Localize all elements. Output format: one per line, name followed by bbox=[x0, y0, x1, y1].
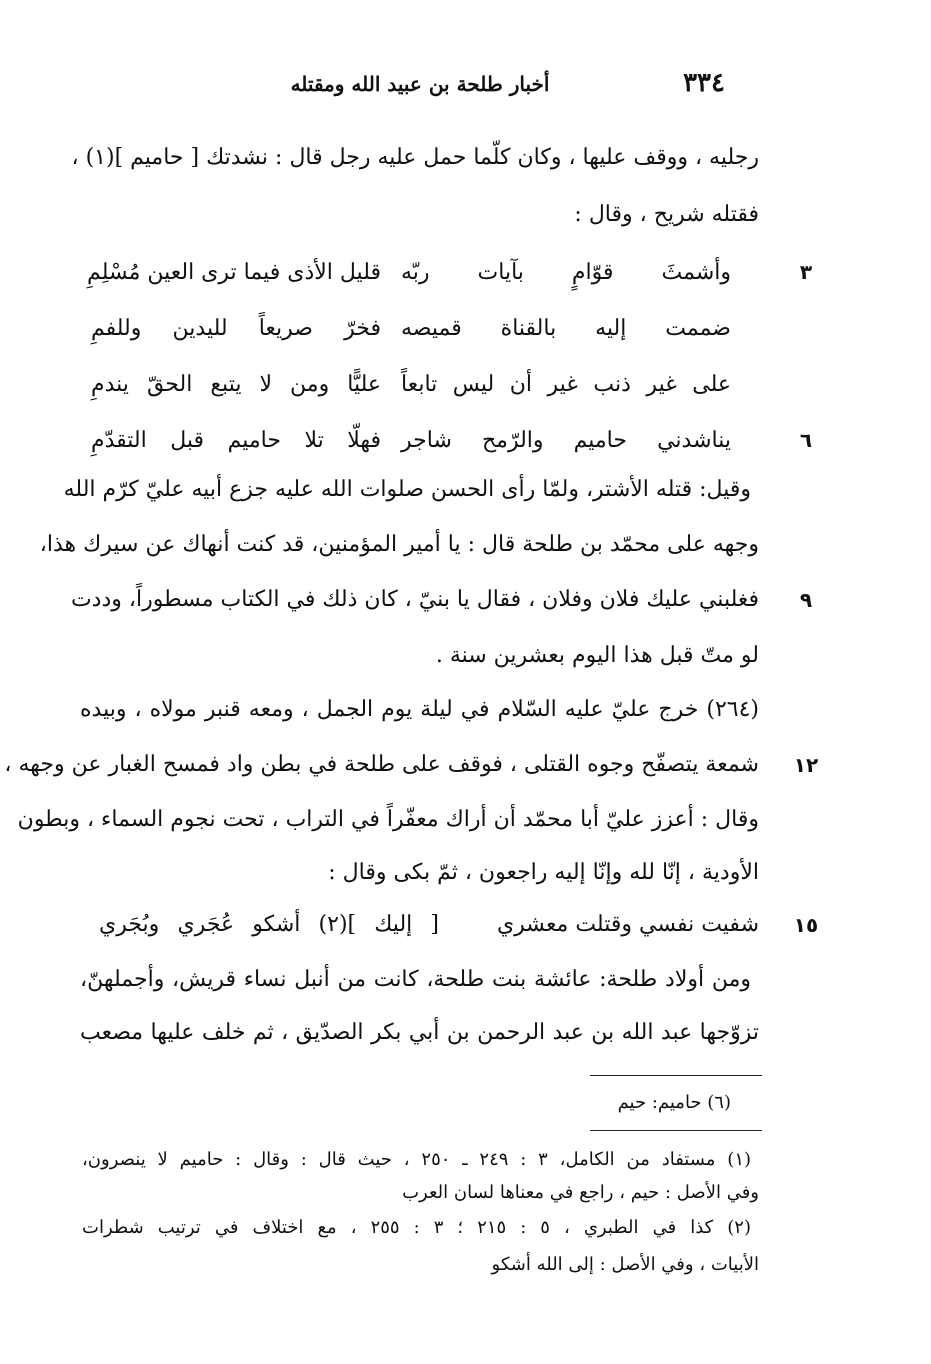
page-number: ٣٣٤ bbox=[683, 68, 725, 98]
line-number: ١٢ bbox=[793, 753, 819, 777]
text-line: وجهه على محمّد بن طلحة قال : يا أمير المؤمنين، قد كنت أنهاك عن سيرك هذا، bbox=[39, 532, 759, 557]
text-line: شمعة يتصفّح وجوه القتلى ، فوقف على طلحة في بطن واد فمسح الغبار عن وجهه ، bbox=[4, 752, 759, 777]
footnote: (١) مستفاد من الكامل، ٣ : ٢٤٩ ـ ٢٥٠ ، حيث قال : وقال : حاميم لا ينصرون، bbox=[82, 1149, 752, 1170]
line-number: ٣ bbox=[799, 260, 813, 284]
footnote: وفي الأصل : حيم ، راجع في معناها لسان العرب bbox=[402, 1182, 759, 1203]
line-number: ٦ bbox=[799, 428, 813, 452]
line-number: ٩ bbox=[799, 588, 813, 612]
text-line: تزوّجها عبد الله بن عبد الرحمن بن أبي بكر الصدّيق ، ثم خلف عليها مصعب bbox=[80, 1020, 759, 1045]
footnote: (٦) حاميم: حيم bbox=[617, 1092, 731, 1113]
verse-hemistich-second: [ إليك ](٢) أشكو عُجَري وبُجَري bbox=[99, 912, 439, 937]
verse-line bbox=[91, 362, 731, 408]
verse-hemistich-second: عليًّا ومن لا يتبع الحقّ يندمِ bbox=[91, 372, 381, 397]
verse-hemistich-second: فخرّ صريعاً لليدين وللفمِ bbox=[91, 316, 381, 341]
footnote-separator bbox=[590, 1075, 762, 1076]
verse-line bbox=[91, 306, 731, 352]
verse-hemistich-first: شفيت نفسي وقتلت معشري bbox=[496, 912, 759, 937]
verse-line bbox=[87, 250, 731, 296]
verse-line bbox=[91, 418, 731, 464]
text-line: وقال : أعزز عليّ أبا محمّد أن أراك معفّراً في التراب ، تحت نجوم السماء ، وبطون bbox=[17, 807, 759, 832]
footnote: (٢) كذا في الطبري ، ٥ : ٢١٥ ؛ ٣ : ٢٥٥ ، مع اختلاف في ترتيب شطرات bbox=[82, 1217, 751, 1238]
line-number: ١٥ bbox=[793, 913, 819, 937]
running-header-title: أخبار طلحة بن عبيد الله ومقتله bbox=[290, 72, 550, 96]
text-line: فغلبني عليك فلان وفلان ، فقال يا بنيّ ، كان ذلك في الكتاب مسطوراً، وددت bbox=[70, 587, 759, 612]
text-line: فقتله شريح ، وقال : bbox=[574, 202, 759, 227]
text-line: وقيل: قتله الأشتر، ولمّا رأى الحسن صلوات الله عليه جزع أبيه عليّ كرّم الله bbox=[63, 477, 751, 502]
text-line: (٢٦٤) خرج عليّ عليه السّلام في ليلة يوم الجمل ، ومعه قنبر مولاه ، وبيده bbox=[80, 697, 759, 722]
text-line: الأودية ، إنّا لله وإنّا إليه راجعون ، ثمّ بكى وقال : bbox=[328, 860, 759, 885]
verse-hemistich-second: فهلّا تلا حاميم قبل التقدّمِ bbox=[91, 428, 381, 453]
verse-hemistich-first: وأشمثَ قوّامٍ بآيات ربّه bbox=[401, 260, 731, 285]
verse-hemistich-first: ضممت إليه بالقناة قميصه bbox=[401, 316, 731, 341]
footnote-separator bbox=[590, 1130, 762, 1131]
text-line: ومن أولاد طلحة: عائشة بنت طلحة، كانت من أنبل نساء قريش، وأجملهنّ، bbox=[80, 967, 751, 992]
text-line: لو متّ قبل هذا اليوم بعشرين سنة . bbox=[435, 643, 759, 668]
verse-hemistich-first: على غير ذنب غير أن ليس تابعاً bbox=[401, 372, 731, 397]
verse-hemistich-second: قليل الأذى فيما ترى العين مُسْلِمِ bbox=[87, 260, 381, 285]
verse-hemistich-first: يناشدني حاميم والرّمح شاجر bbox=[401, 428, 731, 453]
footnote: الأبيات ، وفي الأصل : إلى الله أشكو bbox=[491, 1254, 759, 1275]
text-line: رجليه ، ووقف عليها ، وكان كلّما حمل عليه رجل قال : نشدتك [ حاميم ](١) ، bbox=[71, 145, 759, 170]
verse-line bbox=[99, 902, 759, 948]
